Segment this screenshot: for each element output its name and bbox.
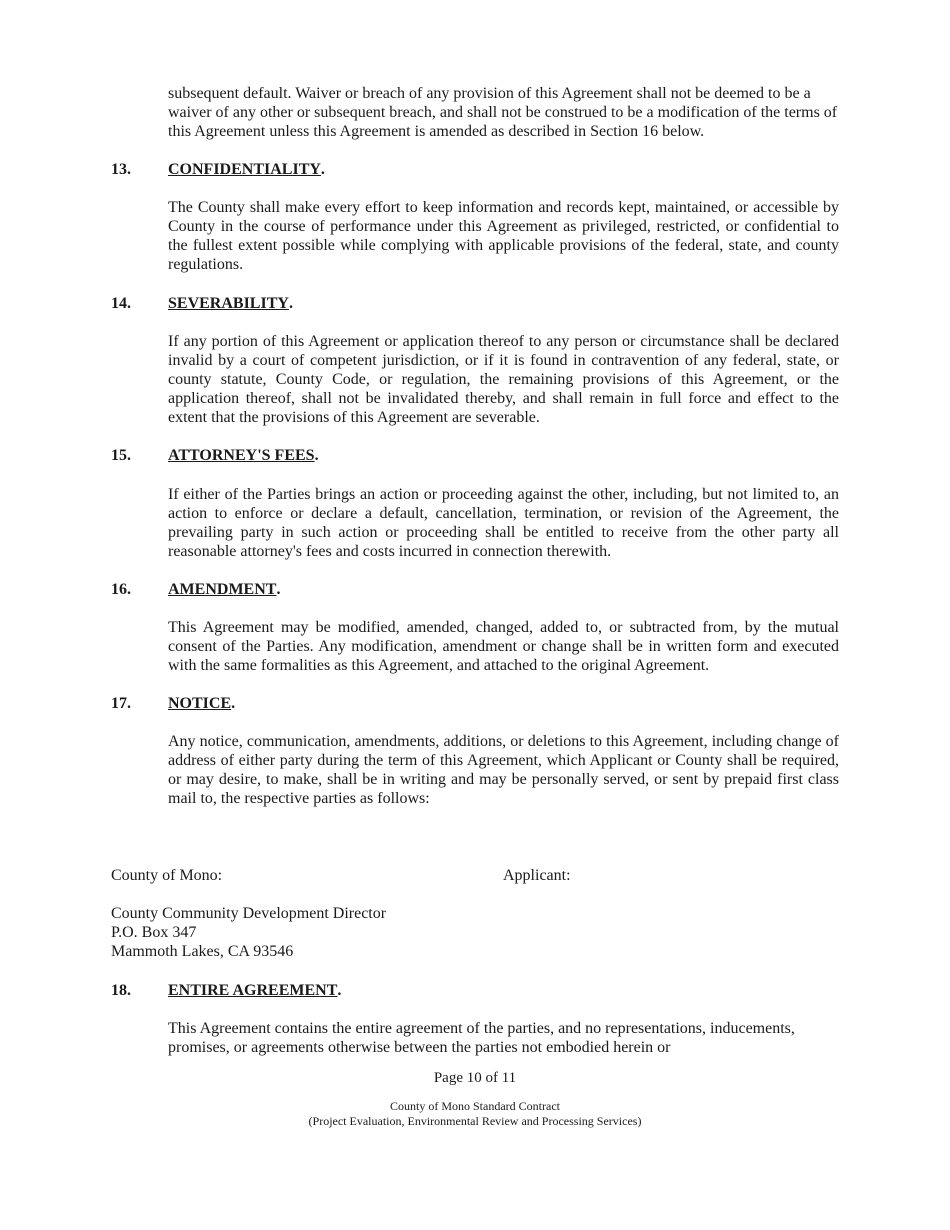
section-number: 15. xyxy=(111,447,131,464)
applicant-label: Applicant: xyxy=(503,867,571,884)
county-address-line: P.O. Box 347 xyxy=(111,924,197,941)
section-18-body: This Agreement contains the entire agreement of the parties, and no representations, inducements, promises, or agreements otherwise between the parties not embodied herein or xyxy=(168,1020,795,1056)
section-14-heading xyxy=(111,294,293,314)
section-number: 13. xyxy=(111,161,131,178)
county-label: County of Mono: xyxy=(111,867,223,884)
section-title: SEVERABILITY xyxy=(168,295,289,312)
section-number: 14. xyxy=(111,295,131,312)
section-title: CONFIDENTIALITY xyxy=(168,161,321,178)
section-title-period: . xyxy=(314,447,319,464)
county-address-line: County Community Development Director xyxy=(111,905,387,922)
footer-contract-line: (Project Evaluation, Environmental Review and Processing Services) xyxy=(308,1114,642,1128)
section-title: ATTORNEY'S FEES xyxy=(168,447,315,464)
section-13-body: The County shall make every effort to keep information and records kept, maintained, or accessible by County in the course of performance under this Agreement as privileged, restricted, or confidential to the fullest extent possible while complying with applicable provisions of the federal, state, and county regulations. xyxy=(168,199,839,273)
section-18-heading xyxy=(111,981,341,1001)
section-16-body: This Agreement may be modified, amended, changed, added to, or subtracted from, by the mutual consent of the Parties. Any modification, amendment or change shall be in written form and executed with the same formalities as this Agreement, and attached to the original Agreement. xyxy=(168,619,839,674)
section-12-continuation: subsequent default. Waiver or breach of any provision of this Agreement shall not be deemed to be a waiver of any other or subsequent breach, and shall not be construed to be a modification of the terms of this Agreement unless this Agreement is amended as described in Section 16 below. xyxy=(168,85,838,140)
section-17-heading xyxy=(111,694,235,714)
section-title-period: . xyxy=(231,695,236,712)
section-number: 18. xyxy=(111,982,131,999)
section-title-period: . xyxy=(337,982,342,999)
section-title: ENTIRE AGREEMENT xyxy=(168,982,338,999)
footer-contract-line: County of Mono Standard Contract xyxy=(390,1099,560,1113)
county-address-line: Mammoth Lakes, CA 93546 xyxy=(111,943,294,960)
page-number: Page 10 of 11 xyxy=(433,1070,517,1086)
section-title-period: . xyxy=(320,161,325,178)
section-13-heading xyxy=(111,160,325,180)
section-title-period: . xyxy=(288,295,293,312)
section-title: AMENDMENT xyxy=(168,581,277,598)
county-address xyxy=(111,904,386,961)
section-15-body: If either of the Parties brings an action or proceeding against the other, including, but not limited to, an action to enforce or declare a default, cancellation, termination, or revision of the Agreement, the prevailing party in such action or proceeding shall be entitled to receive from the other party all reasonable attorney's fees and costs incurred in connection therewith. xyxy=(168,486,839,560)
section-number: 16. xyxy=(111,581,131,598)
section-title-period: . xyxy=(276,581,281,598)
section-16-heading xyxy=(111,580,280,600)
section-title: NOTICE xyxy=(168,695,232,712)
footer-contract-title xyxy=(0,1099,950,1129)
section-number: 17. xyxy=(111,695,131,712)
section-17-body: Any notice, communication, amendments, additions, or deletions to this Agreement, including change of address of either party during the term of this Agreement, which Applicant or County shall be required, or may desire, to make, shall be in writing and may be personally served, or sent by prepaid first class mail to, the respective parties as follows: xyxy=(168,733,839,807)
section-14-body: If any portion of this Agreement or application thereof to any person or circumstance shall be declared invalid by a court of competent jurisdiction, or if it is found in contravention of any federal, state, or county statute, County Code, or regulation, the remaining provisions of this Agreement, or the application thereof, shall not be invalidated thereby, and shall remain in full force and effect to the extent that the provisions of this Agreement are severable. xyxy=(168,333,839,426)
section-15-heading xyxy=(111,446,319,466)
